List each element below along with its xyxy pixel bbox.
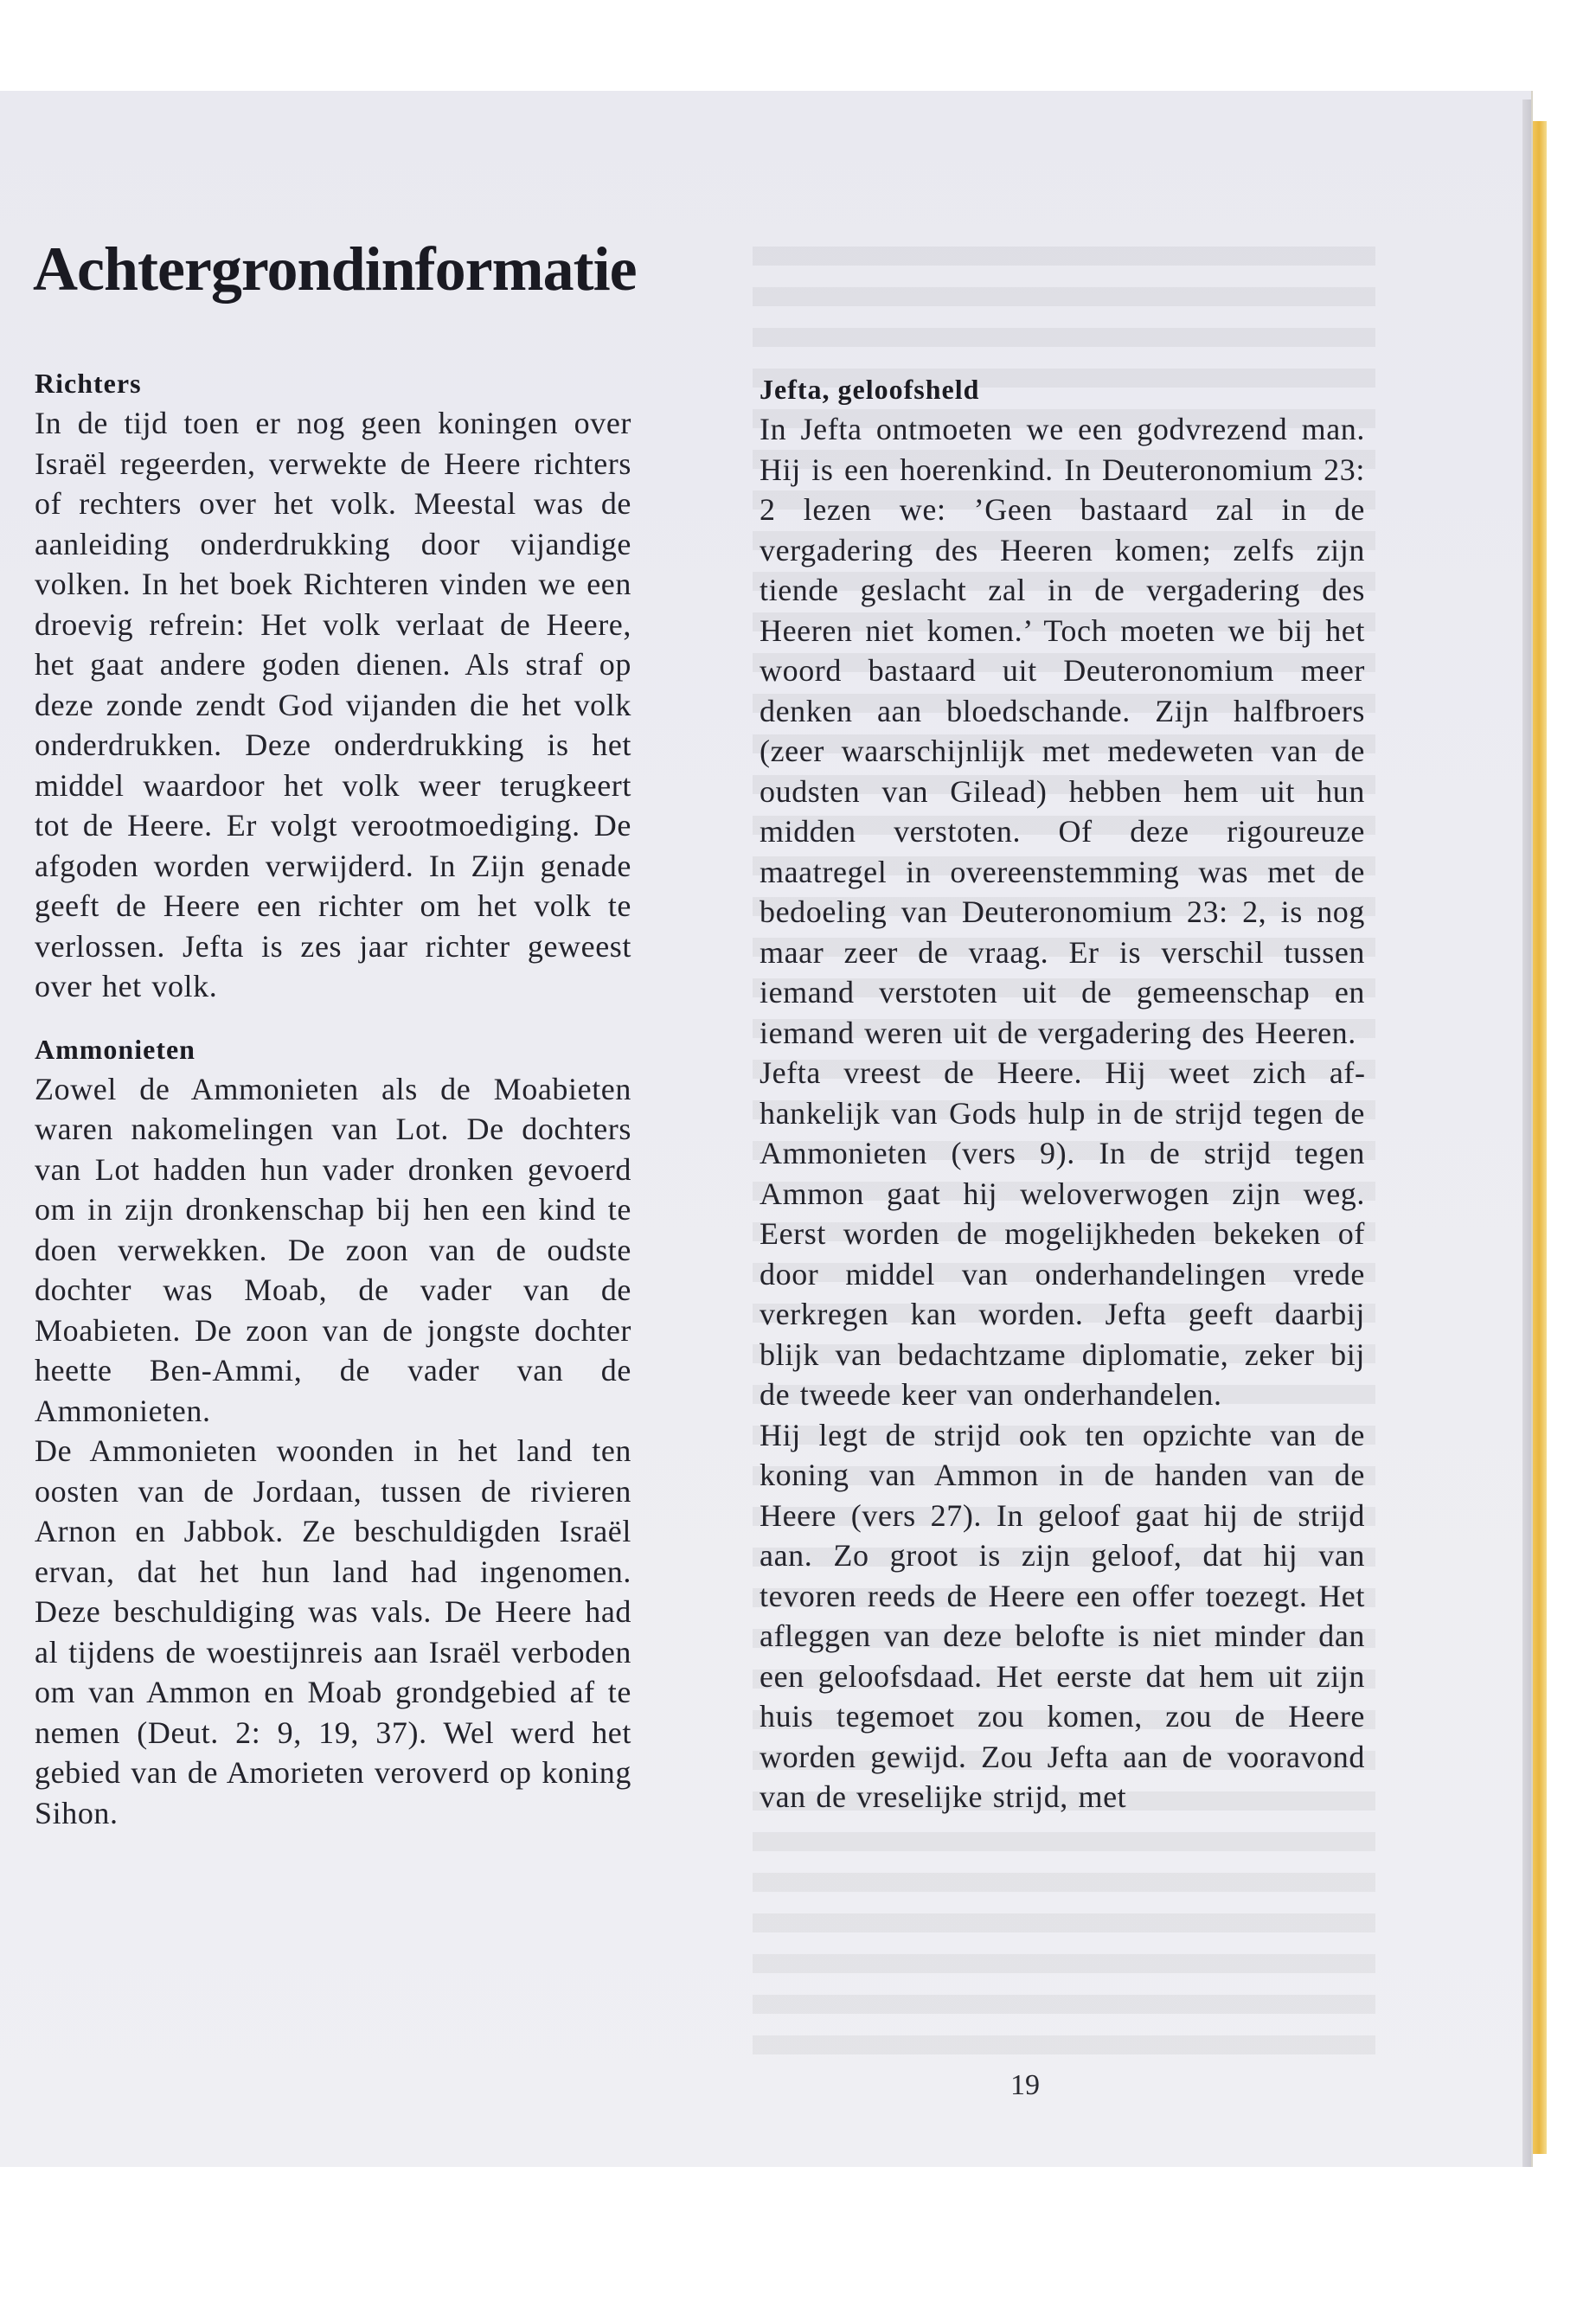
paragraph: Jefta vreest de Heere. Hij weet zich afhankelijk van Gods hulp in de strijd tegen de Ammonieten (vers 9). In de strijd tegen Ammon gaat hij weloverwogen zijn weg. Eerst worden de mogelijkheden bekeken of door middel van onderhandelingen vrede verkregen kan worden. Jefta geeft daarbij blijk van bedachtzame diplomatie, zeker bij de tweede keer van onderhandelen.: [760, 1055, 1365, 1412]
paragraph: In Jefta ontmoeten we een godvrezend man. Hij is een hoerenkind. In Deuteronomium 23: 2 lezen we: ’Geen bastaard zal in de vergadering des Heeren komen; zelfs zijn tiende geslacht zal in de vergadering des Heeren niet komen.’ Toch moeten we bij het woord bastaard uit Deuteronomium meer denken aan bloedschande. Zijn halfbroers (zeer waarschijnlijk met medeweten van de oudsten van Gilead) hebben hem uit hun midden verstoten. Of deze rigoureuze maatregel in overeenstemming was met de bedoeling van Deuteronomium 23: 2, is nog maar zeer de vraag. Er is verschil tussen iemand verstoten uit de gemeenschap en iemand weren uit de vergadering des Heeren.: [760, 412, 1365, 1050]
page-stack-edge: [1522, 99, 1531, 2167]
page-number: 19: [1010, 2069, 1040, 2101]
cover-edge: [1533, 121, 1547, 2154]
paragraph: In de tijd toen er nog geen koningen over Israël regeerden, verwekte de Heere richters of rechters over het volk. Meestal was de aanleiding onderdrukking door vijandige volken. In het boek Richteren vinden we een droevig refrein: Het volk verlaat de Heere, het gaat andere goden dienen. Als straf op deze zonde zendt God vijanden die het volk onderdrukken. Deze onderdrukking is het middel waardoor het volk weer terugkeert tot de Heere. Er volgt verootmoediging. De afgoden worden verwijderd. In Zijn genade geeft de Heere een richter om het volk te verlossen. Jefta is zes jaar richter geweest over het volk.: [35, 406, 631, 1003]
paragraph: De Ammonieten woonden in het land ten oosten van de Jordaan, tussen de rivieren Arnon en Jabbok. Ze beschuldigden Israël ervan, dat het hun land had ingenomen. Deze beschuldiging was vals. De Heere had al tijdens de woestijnreis aan Israël verboden om van Ammon en Moab grondgebied af te nemen (Deut. 2: 9, 19, 37). Wel werd het gebied van de Amorieten veroverd op koning Sihon.: [35, 1433, 631, 1830]
section-heading-richters: Richters: [35, 368, 142, 399]
right-column: [760, 369, 1365, 1817]
left-column: [35, 363, 631, 1833]
section-heading-jefta: Jefta, geloofsheld: [760, 374, 980, 405]
paragraph: Hij legt de strijd ook ten opzichte van de koning van Ammon in de handen van de Heere (vers 27). In geloof gaat hij de strijd aan. Zo groot is zijn geloof, dat hij van tevoren reeds de Heere een offer toezegt. Het afleggen van deze belofte is niet minder dan een geloofsdaad. Het eerste dat hem uit zijn huis tegemoet zou komen, zou de Heere worden gewijd. Zou Jefta aan de vooravond van de vreselijke strijd, met: [760, 1417, 1365, 1814]
page-title: Achtergrondinformatie: [33, 234, 637, 304]
paragraph: Zowel de Ammonieten als de Moabieten waren nakomelingen van Lot. De dochters van Lot hadden hun vader dronken gevoerd om in zijn dronkenschap bij hen een kind te doen verwekken. De zoon van de oudste dochter was Moab, de vader van de Moabieten. De zoon van de jongste dochter heette Ben-Ammi, de vader van de Ammonieten.: [35, 1071, 631, 1428]
section-heading-ammonieten: Ammonieten: [35, 1033, 195, 1065]
